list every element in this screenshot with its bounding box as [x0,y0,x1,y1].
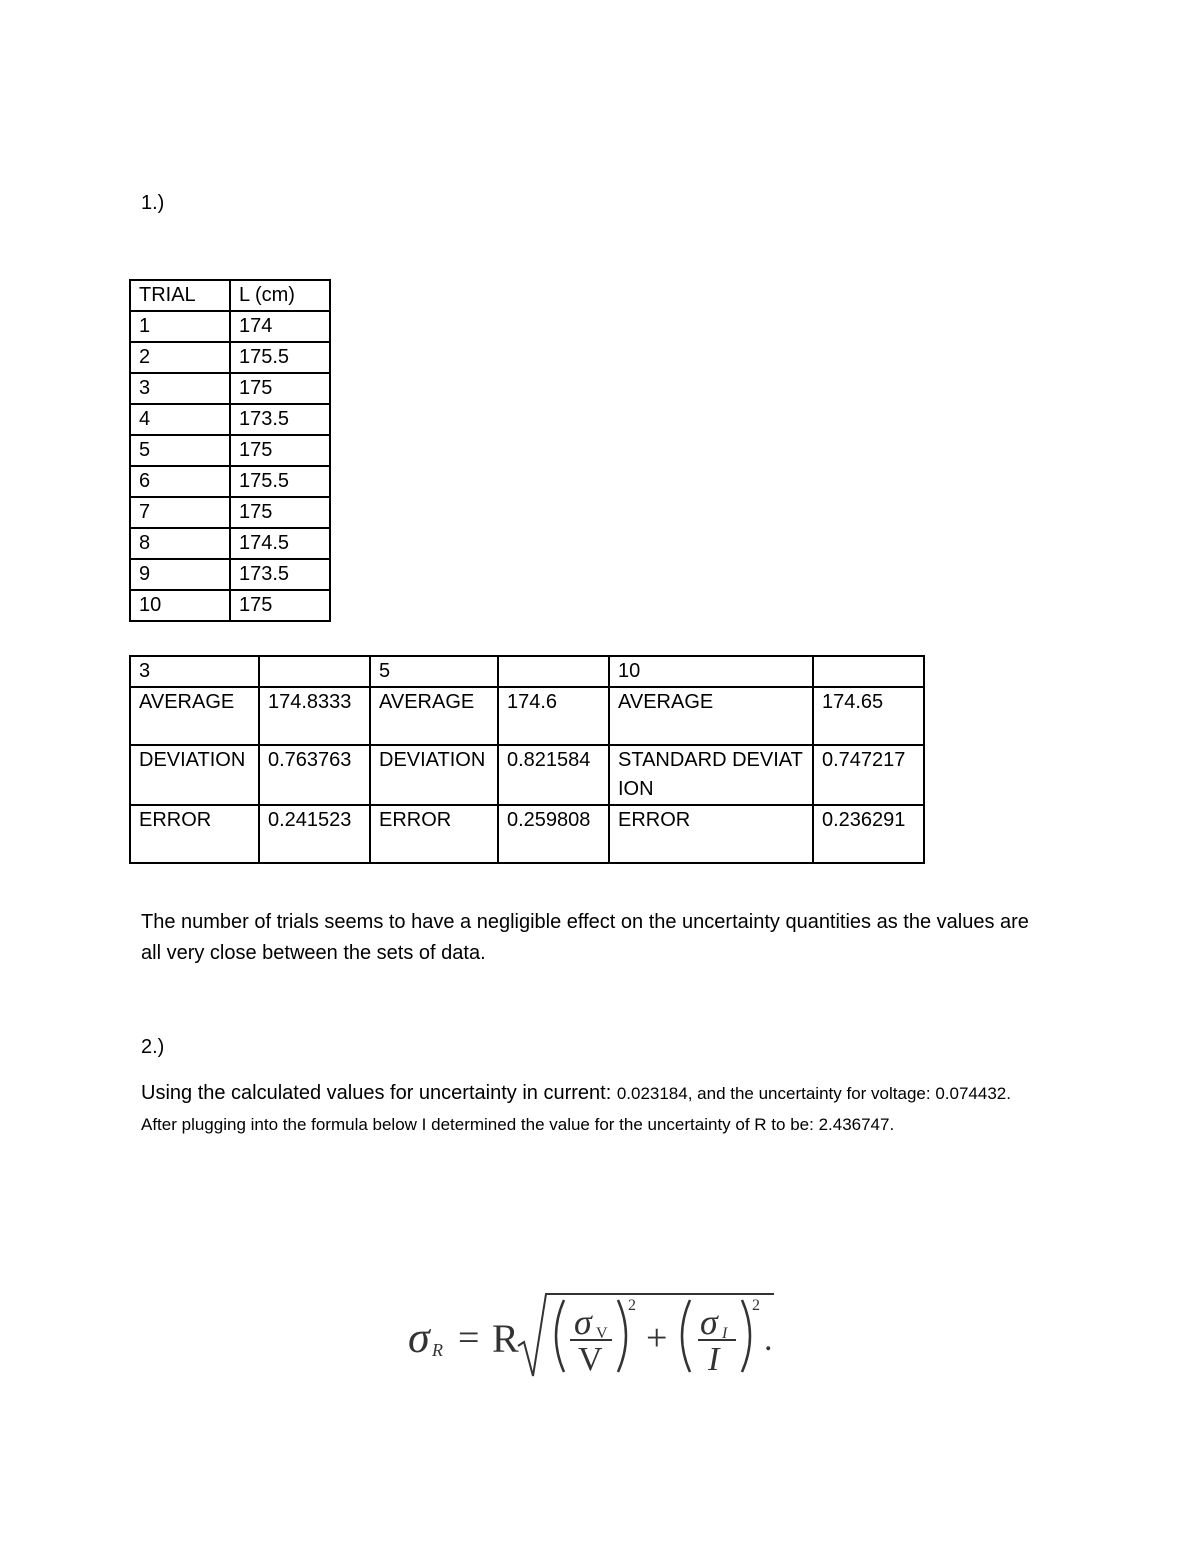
trial-number: 2 [130,342,230,373]
table-row [130,466,330,497]
formula-plus: + [646,1317,668,1359]
formula-exponent-1: 2 [628,1297,636,1314]
table-row-average [130,687,924,745]
average-label: AVERAGE [609,687,813,745]
table-row [130,435,330,466]
length-value: 175.5 [230,466,330,497]
length-value: 175 [230,373,330,404]
trial-number: 8 [130,528,230,559]
standard-deviation-label: STANDARD DEVIATION [609,745,813,805]
table-row [130,404,330,435]
error-value: 0.236291 [813,805,924,863]
voltage-uncertainty-value: 0.074432 [935,1084,1007,1103]
length-value: 174 [230,311,330,342]
text-part-4: . [889,1115,895,1134]
deviation-value: 0.821584 [498,745,609,805]
trial-number: 3 [130,373,230,404]
table-header-row [130,656,924,687]
formula-period: . [764,1321,773,1358]
table-row [130,342,330,373]
table-row-deviation [130,745,924,805]
trial-number: 4 [130,404,230,435]
formula-left-paren-2 [682,1300,690,1372]
average-value: 174.8333 [259,687,370,745]
empty-cell [813,656,924,687]
text-part-2: , and the uncertainty for voltage: [687,1084,936,1103]
table-header-row [130,280,330,311]
current-uncertainty-value: 0.023184 [616,1084,688,1103]
trial-number: 5 [130,435,230,466]
conclusion-paragraph: The number of trials seems to have a negligible effect on the uncertainty quantities as the values are all very close between the sets of data. [141,911,1029,964]
average-label: AVERAGE [130,687,259,745]
uncertainty-paragraph [141,1078,1041,1140]
deviation-label: DEVIATION [370,745,498,805]
r-uncertainty-value: 2.436747 [818,1115,890,1134]
average-value: 174.6 [498,687,609,745]
deviation-label: DEVIATION [130,745,259,805]
table-row [130,311,330,342]
length-value: 174.5 [230,528,330,559]
formula-sigma-v: σ [574,1302,592,1342]
set-size-5: 5 [370,656,498,687]
set-size-3: 3 [130,656,259,687]
header-length: L (cm) [230,280,330,311]
empty-cell [498,656,609,687]
average-value: 174.65 [813,687,924,745]
formula-v: V [578,1341,603,1378]
question-2-label: 2.) [141,1036,165,1058]
deviation-value: 0.763763 [259,745,370,805]
text-part-3: . After plugging into the formula below I determined the value for the uncertainty of R to be: [141,1084,1011,1134]
table-row [130,559,330,590]
formula-sub-r: R [432,1340,443,1360]
formula-exponent-2: 2 [752,1297,760,1314]
formula-sub-v: V [596,1325,608,1342]
average-label: AVERAGE [370,687,498,745]
error-label: ERROR [130,805,259,863]
trial-number: 1 [130,311,230,342]
length-value: 173.5 [230,559,330,590]
formula-sigma-i: σ [700,1302,718,1342]
trial-number: 10 [130,590,230,621]
error-value: 0.259808 [498,805,609,863]
length-value: 175 [230,497,330,528]
set-size-10: 10 [609,656,813,687]
formula-sub-i: I [722,1325,728,1342]
question-1-label: 1.) [141,192,165,214]
error-label: ERROR [370,805,498,863]
empty-cell [259,656,370,687]
error-label: ERROR [609,805,813,863]
formula-equals: = [458,1317,480,1359]
trial-number: 9 [130,559,230,590]
table-row-error [130,805,924,863]
formula-left-paren-1 [556,1300,564,1372]
length-value: 175.5 [230,342,330,373]
trial-number: 6 [130,466,230,497]
deviation-value: 0.747217 [813,745,924,805]
length-value: 175 [230,435,330,466]
length-value: 175 [230,590,330,621]
text-part-1: Using the calculated values for uncertainty in current: [141,1082,617,1104]
formula-right-paren-1 [618,1300,626,1372]
statistics-table [129,655,925,864]
table-row [130,590,330,621]
trial-number: 7 [130,497,230,528]
formula-right-paren-2 [742,1300,750,1372]
table-row [130,497,330,528]
trial-table [129,279,331,622]
length-value: 173.5 [230,404,330,435]
table-row [130,528,330,559]
formula-sigma-r: σ [408,1313,430,1362]
formula-i: I [708,1341,720,1378]
header-trial: TRIAL [130,280,230,311]
formula-r: R [492,1316,519,1361]
uncertainty-formula [400,1288,800,1388]
table-row [130,373,330,404]
error-value: 0.241523 [259,805,370,863]
